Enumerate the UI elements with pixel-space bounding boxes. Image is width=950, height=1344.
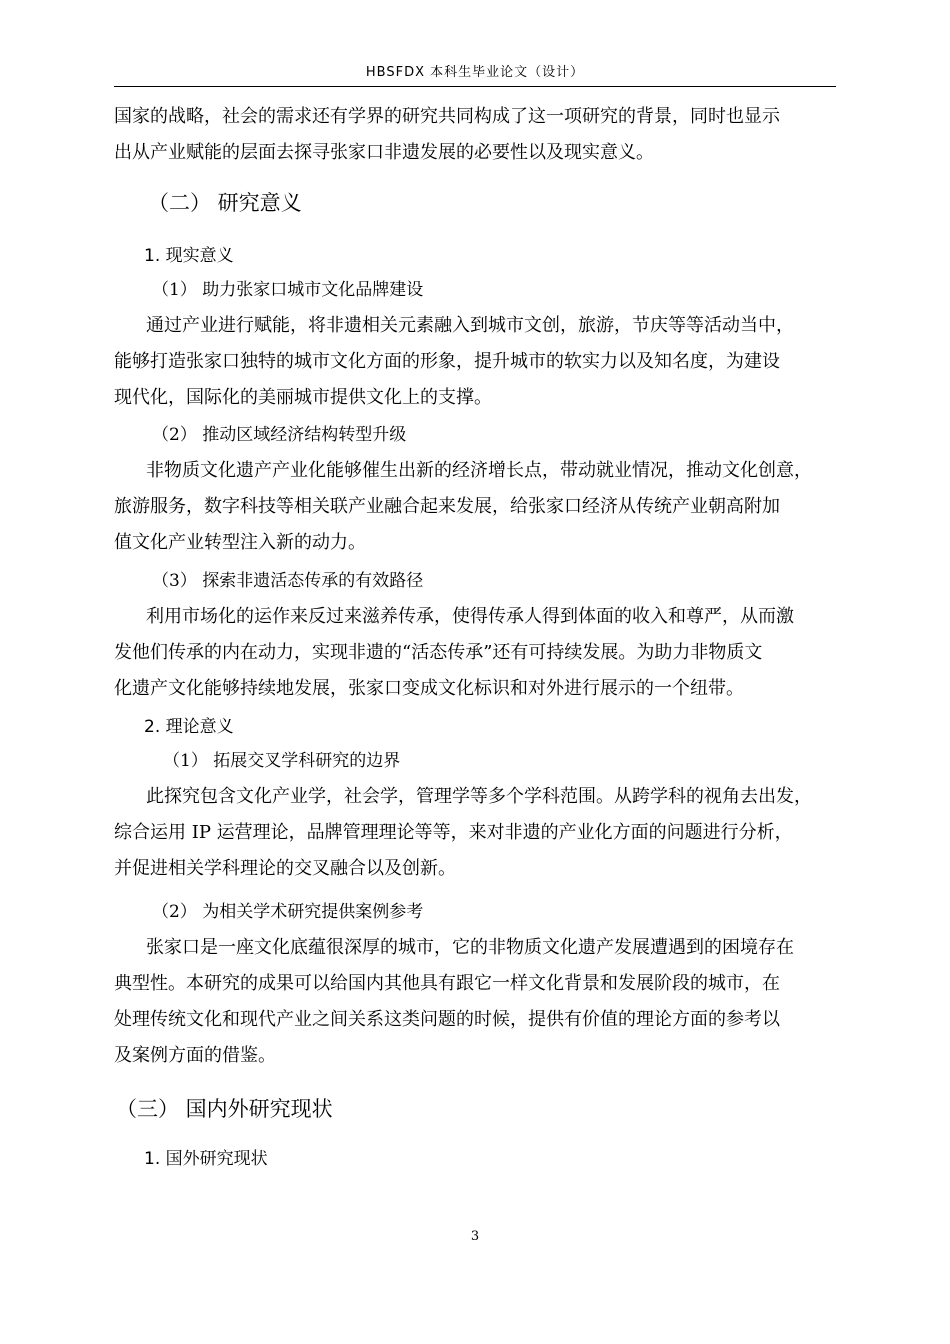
item-paragraph-2 [114,453,838,561]
text-line: 典型性。本研究的成果可以给国内其他具有跟它一样文化背景和发展阶段的城市，在 [114,973,780,994]
subheading-title: 2. 理论意义 [144,717,234,737]
item-heading-4 [163,746,887,776]
running-header: HBSFDX 本科生毕业论文（设计） [365,65,585,80]
item-title: （1） 助力张家口城市文化品牌建设 [152,280,424,300]
item-heading-5 [152,897,876,927]
section-title: （二） 研究意义 [148,191,302,215]
text-line: 张家口是一座文化底蕴很深厚的城市，它的非物质文化遗产发展遭遇到的困境存在 [146,937,794,958]
item-heading-2 [152,420,876,450]
subheading-foreign [144,1144,868,1174]
text-line: 处理传统文化和现代产业之间关系这类问题的时候，提供有价值的理论方面的参考以 [114,1009,780,1030]
item-title: （3） 探索非遗活态传承的有效路径 [152,571,424,591]
text-line: 综合运用 IP 运营理论，品牌管理理论等等，来对非遗的产业化方面的问题进行分析， [114,822,793,843]
text-line: 并促进相关学科理论的交叉融合以及创新。 [114,858,456,879]
item-paragraph-1 [114,308,838,416]
text-line: 值文化产业转型注入新的动力。 [114,532,366,553]
item-title: （1） 拓展交叉学科研究的边界 [163,751,401,771]
text-line: 旅游服务，数字科技等相关联产业融合起来发展，给张家口经济从传统产业朝高附加 [114,496,780,517]
text-line: 化遗产文化能够持续地发展，张家口变成文化标识和对外进行展示的一个纽带。 [114,678,744,699]
item-heading-1 [152,275,876,305]
section-title: （三） 国内外研究现状 [116,1097,333,1121]
text-line: 通过产业进行赋能，将非遗相关元素融入到城市文创，旅游，节庆等等活动当中， [146,315,794,336]
text-line: 此探究包含文化产业学，社会学，管理学等多个学科范围。从跨学科的视角去出发， [146,786,812,807]
item-paragraph-3 [114,599,838,707]
text-line: 出从产业赋能的层面去探寻张家口非遗发展的必要性以及现实意义。 [114,142,654,163]
section-heading-3 [116,1094,840,1124]
item-heading-3 [152,566,876,596]
intro-paragraph [114,99,838,171]
page-number: 3 [470,1229,480,1244]
subheading-title: 1. 现实意义 [144,246,234,266]
text-line: 现代化，国际化的美丽城市提供文化上的支撑。 [114,387,492,408]
section-heading-2 [148,188,872,218]
text-line: 能够打造张家口独特的城市文化方面的形象，提升城市的软实力以及知名度，为建设 [114,351,780,372]
subheading-practical [144,241,868,271]
item-paragraph-4 [114,779,838,887]
item-paragraph-5 [114,930,838,1074]
text-line: 国家的战略，社会的需求还有学界的研究共同构成了这一项研究的背景，同时也显示 [114,106,780,127]
subheading-theoretical [144,712,868,742]
text-line: 非物质文化遗产产业化能够催生出新的经济增长点，带动就业情况，推动文化创意， [146,460,812,481]
item-title: （2） 为相关学术研究提供案例参考 [152,902,424,922]
text-line: 及案例方面的借鉴。 [114,1045,276,1066]
item-title: （2） 推动区域经济结构转型升级 [152,425,407,445]
header-rule [114,86,836,87]
text-line: 发他们传承的内在动力，实现非遗的“活态传承”还有可持续发展。为助力非物质文 [114,642,763,663]
subheading-title: 1. 国外研究现状 [144,1149,268,1169]
text-line: 利用市场化的运作来反过来滋养传承，使得传承人得到体面的收入和尊严，从而激 [146,606,794,627]
